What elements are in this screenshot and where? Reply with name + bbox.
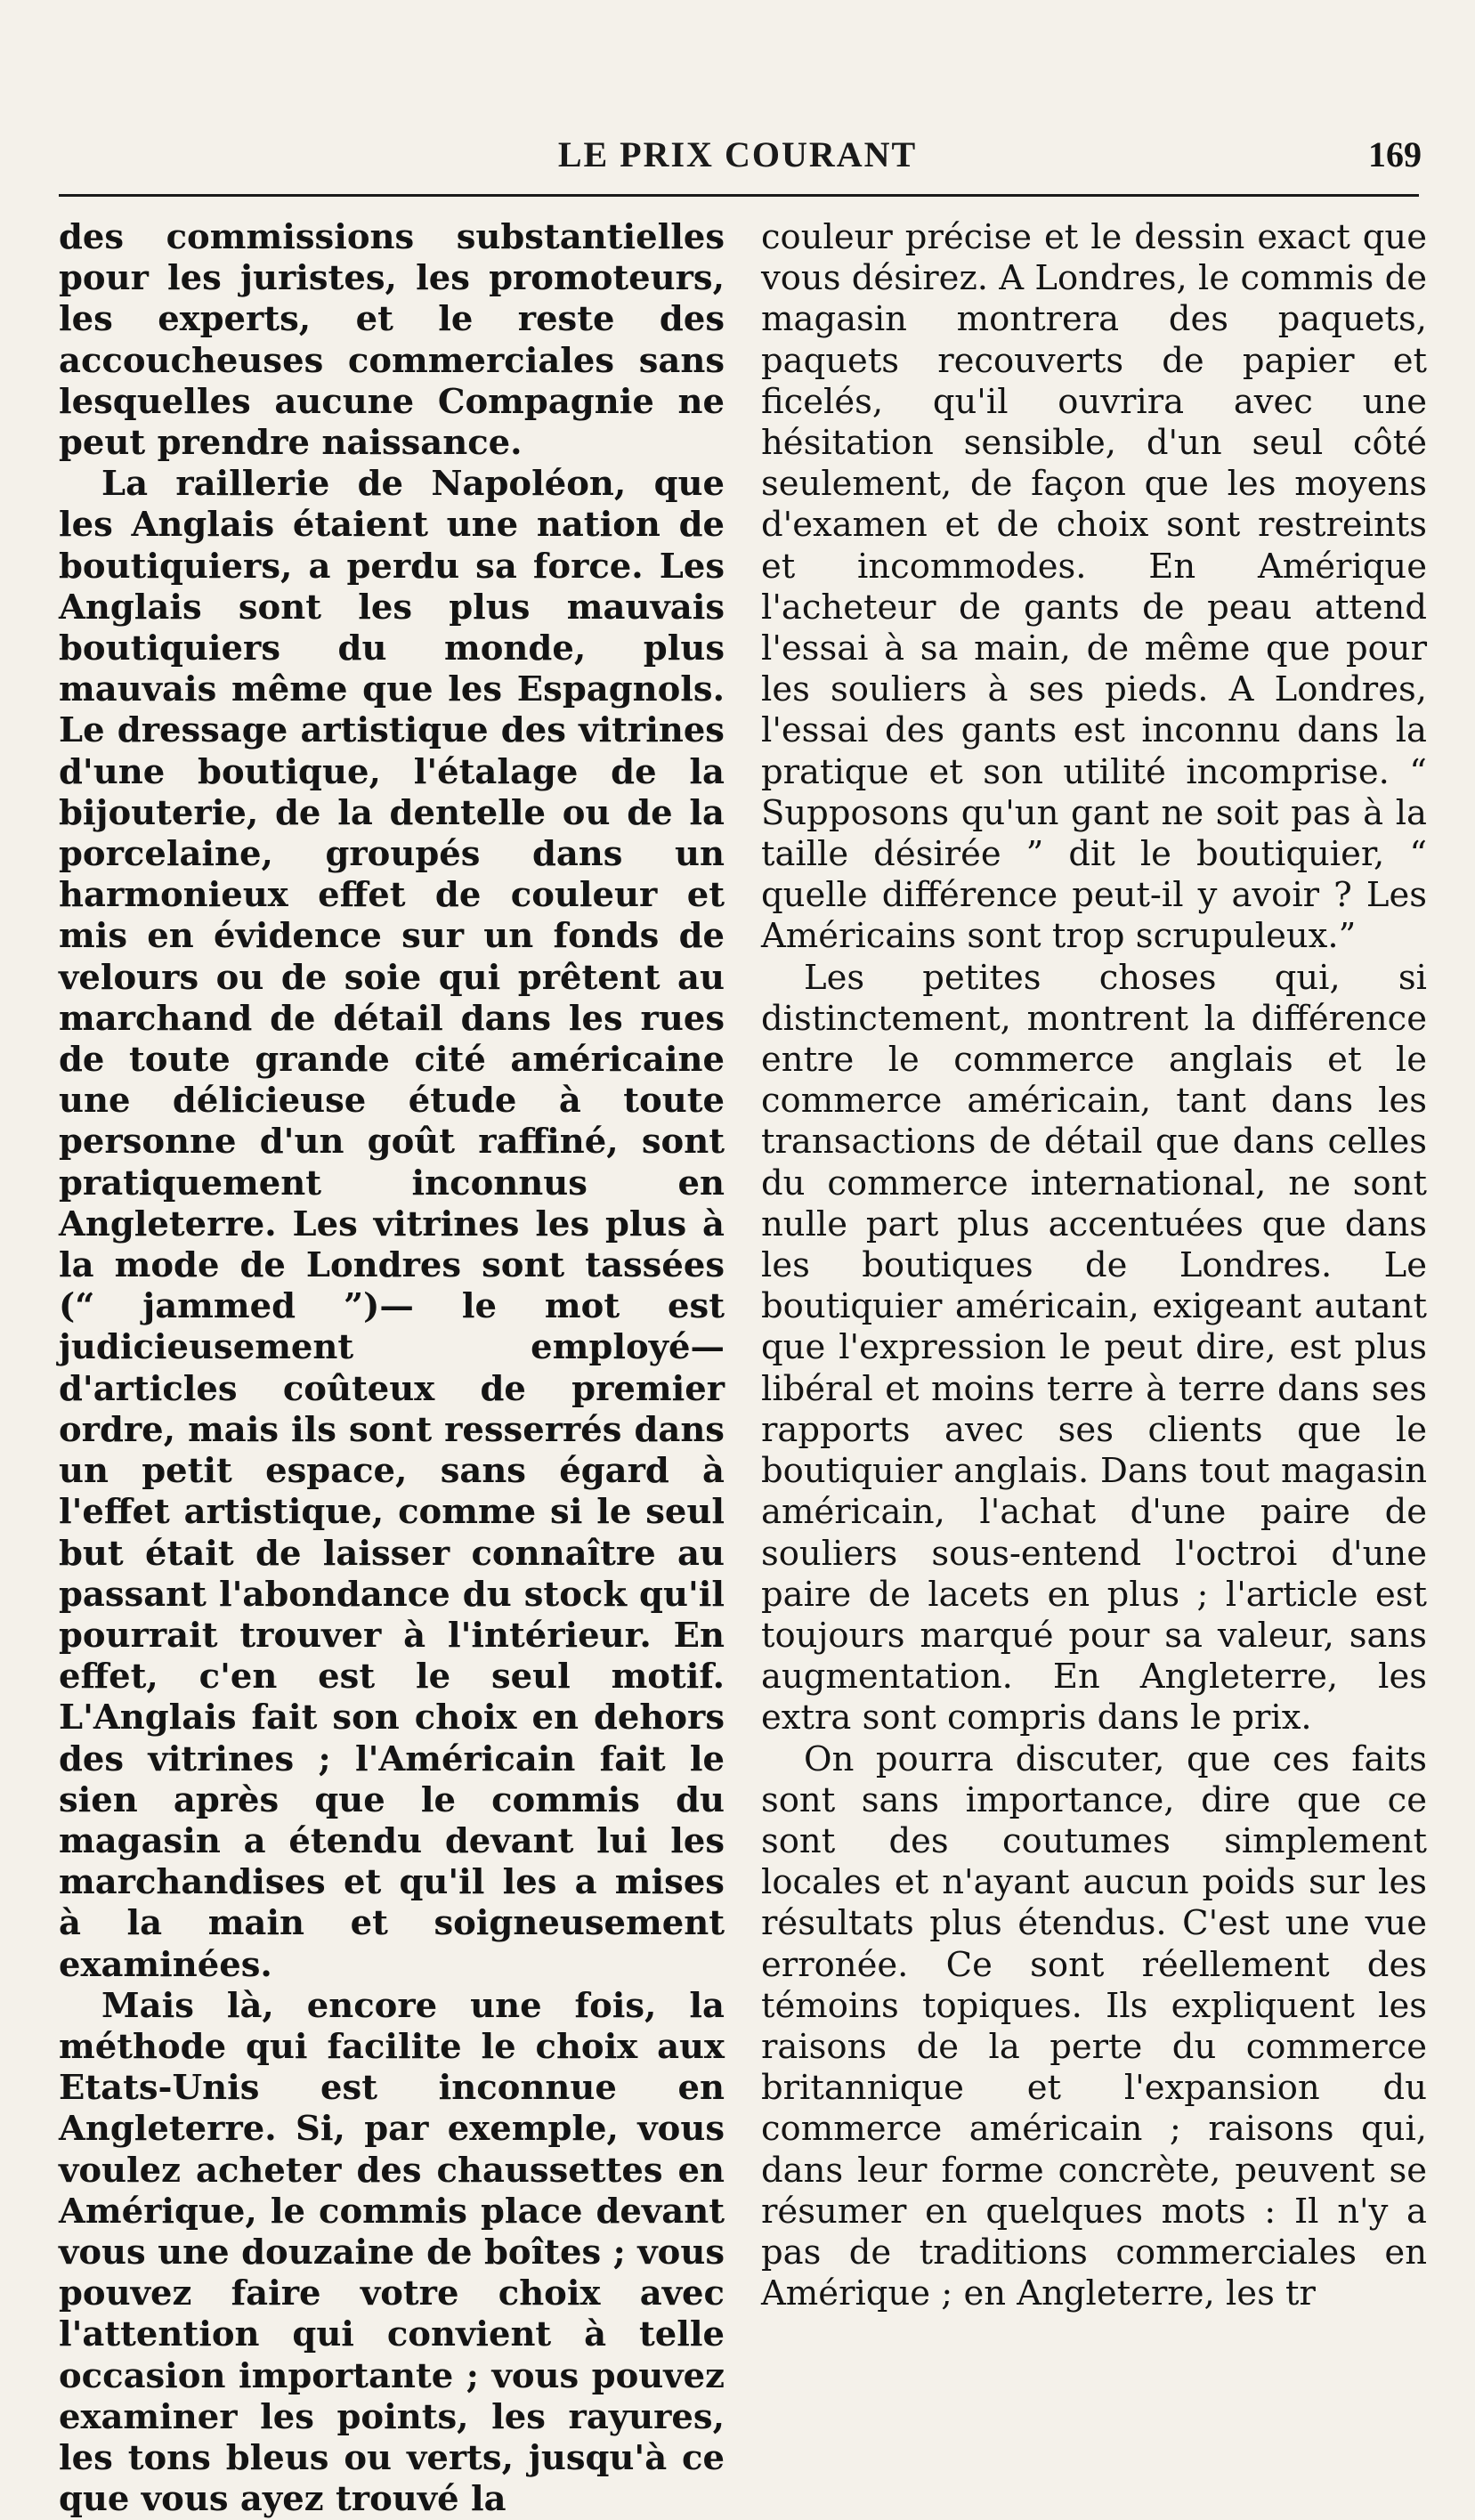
right-paragraph-1: couleur précise et le dessin exact que vous désirez. A Londres, le commis de magasin montrera des paquets, paquets recouverts de papier et ficelés, qu'il ouvrira avec une hésitation sensible, d'un seul côté seulement, de façon que les moyens d'examen et de choix sont restreints et incommodes. En Amérique l'acheteur de gants de peau attend l'essai à sa main, de même que pour les souliers à ses pieds. A Londres, l'essai des gants est inconnu dans la pratique et son utilité incomprise. “ Supposons qu'un gant ne soit pas à la taille désirée ” dit le boutiquier, “ quelle différence peut-il y avoir ? Les Américains sont trop scrupuleux.”: [761, 217, 1427, 957]
left-column: [59, 217, 725, 2520]
page-number: 169: [1368, 134, 1422, 174]
right-column: [761, 217, 1427, 2314]
running-title: LE PRIX COURANT: [557, 134, 918, 174]
left-paragraph-2: La raillerie de Napoléon, que les Anglais étaient une nation de boutiquiers, a perdu sa force. Les Anglais sont les plus mauvais boutiquiers du monde, plus mauvais même que les Espagnols. Le dressage artistique des vitrines d'une boutique, l'étalage de la bijouterie, de la dentelle ou de la porcelaine, groupés dans un harmonieux effet de couleur et mis en évidence sur un fonds de velours ou de soie qui prêtent au marchand de détail dans les rues de toute grande cité américaine une délicieuse étude à toute personne d'un goût raffiné, sont pratiquement inconnus en Angleterre. Les vitrines les plus à la mode de Londres sont tassées (“ jammed ”)— le mot est judicieusement employé— d'articles coûteux de premier ordre, mais ils sont resserrés dans un petit espace, sans égard à l'effet artistique, comme si le seul but était de laisser connaître au passant l'abondance du stock qu'il pourrait trouver à l'intérieur. En effet, c'en est le seul motif. L'Anglais fait son choix en dehors des vitrines ; l'Américain fait le sien après que le commis du magasin a étendu devant lui les marchandises et qu'il les a mises à la main et soigneusement examinées.: [59, 464, 725, 1985]
right-paragraph-2: Les petites choses qui, si distinctement, montrent la différence entre le commerce anglais et le commerce américain, tant dans les transactions de détail que dans celles du commerce international, ne sont nulle part plus accentuées que dans les boutiques de Londres. Le boutiquier américain, exigeant autant que l'expression le peut dire, est plus libéral et moins terre à terre dans ses rapports avec ses clients que le boutiquier anglais. Dans tout magasin américain, l'achat d'une paire de souliers sous-entend l'octroi d'une paire de lacets en plus ; l'article est toujours marqué pour sa valeur, sans augmentation. En Angleterre, les extra sont compris dans le prix.: [761, 957, 1427, 1738]
header-rule: [59, 194, 1419, 197]
page-header: [53, 134, 1422, 187]
left-paragraph-1: des commissions substantielles pour les juristes, les promoteurs, les experts, et le reste des accoucheuses commerciales sans lesquelles aucune Compagnie ne peut prendre naissance.: [59, 217, 725, 464]
left-paragraph-3: Mais là, encore une fois, la méthode qui facilite le choix aux Etats-Unis est inconnue en Angleterre. Si, par exemple, vous voulez acheter des chaussettes en Amérique, le commis place devant vous une douzaine de boîtes ; vous pouvez faire votre choix avec l'attention qui convient à telle occasion importante ; vous pouvez examiner les points, les rayures, les tons bleus ou verts, jusqu'à ce que vous ayez trouvé la: [59, 1985, 725, 2520]
right-paragraph-3: On pourra discuter, que ces faits sont sans importance, dire que ce sont des coutumes simplement locales et n'ayant aucun poids sur les résultats plus étendus. C'est une vue erronée. Ce sont réellement des témoins topiques. Ils expliquent les raisons de la perte du commerce britannique et l'expansion du commerce américain ; raisons qui, dans leur forme concrète, peuvent se résumer en quelques mots : Il n'y a pas de traditions commerciales en Amérique ; en Angleterre, les tr: [761, 1738, 1427, 2314]
